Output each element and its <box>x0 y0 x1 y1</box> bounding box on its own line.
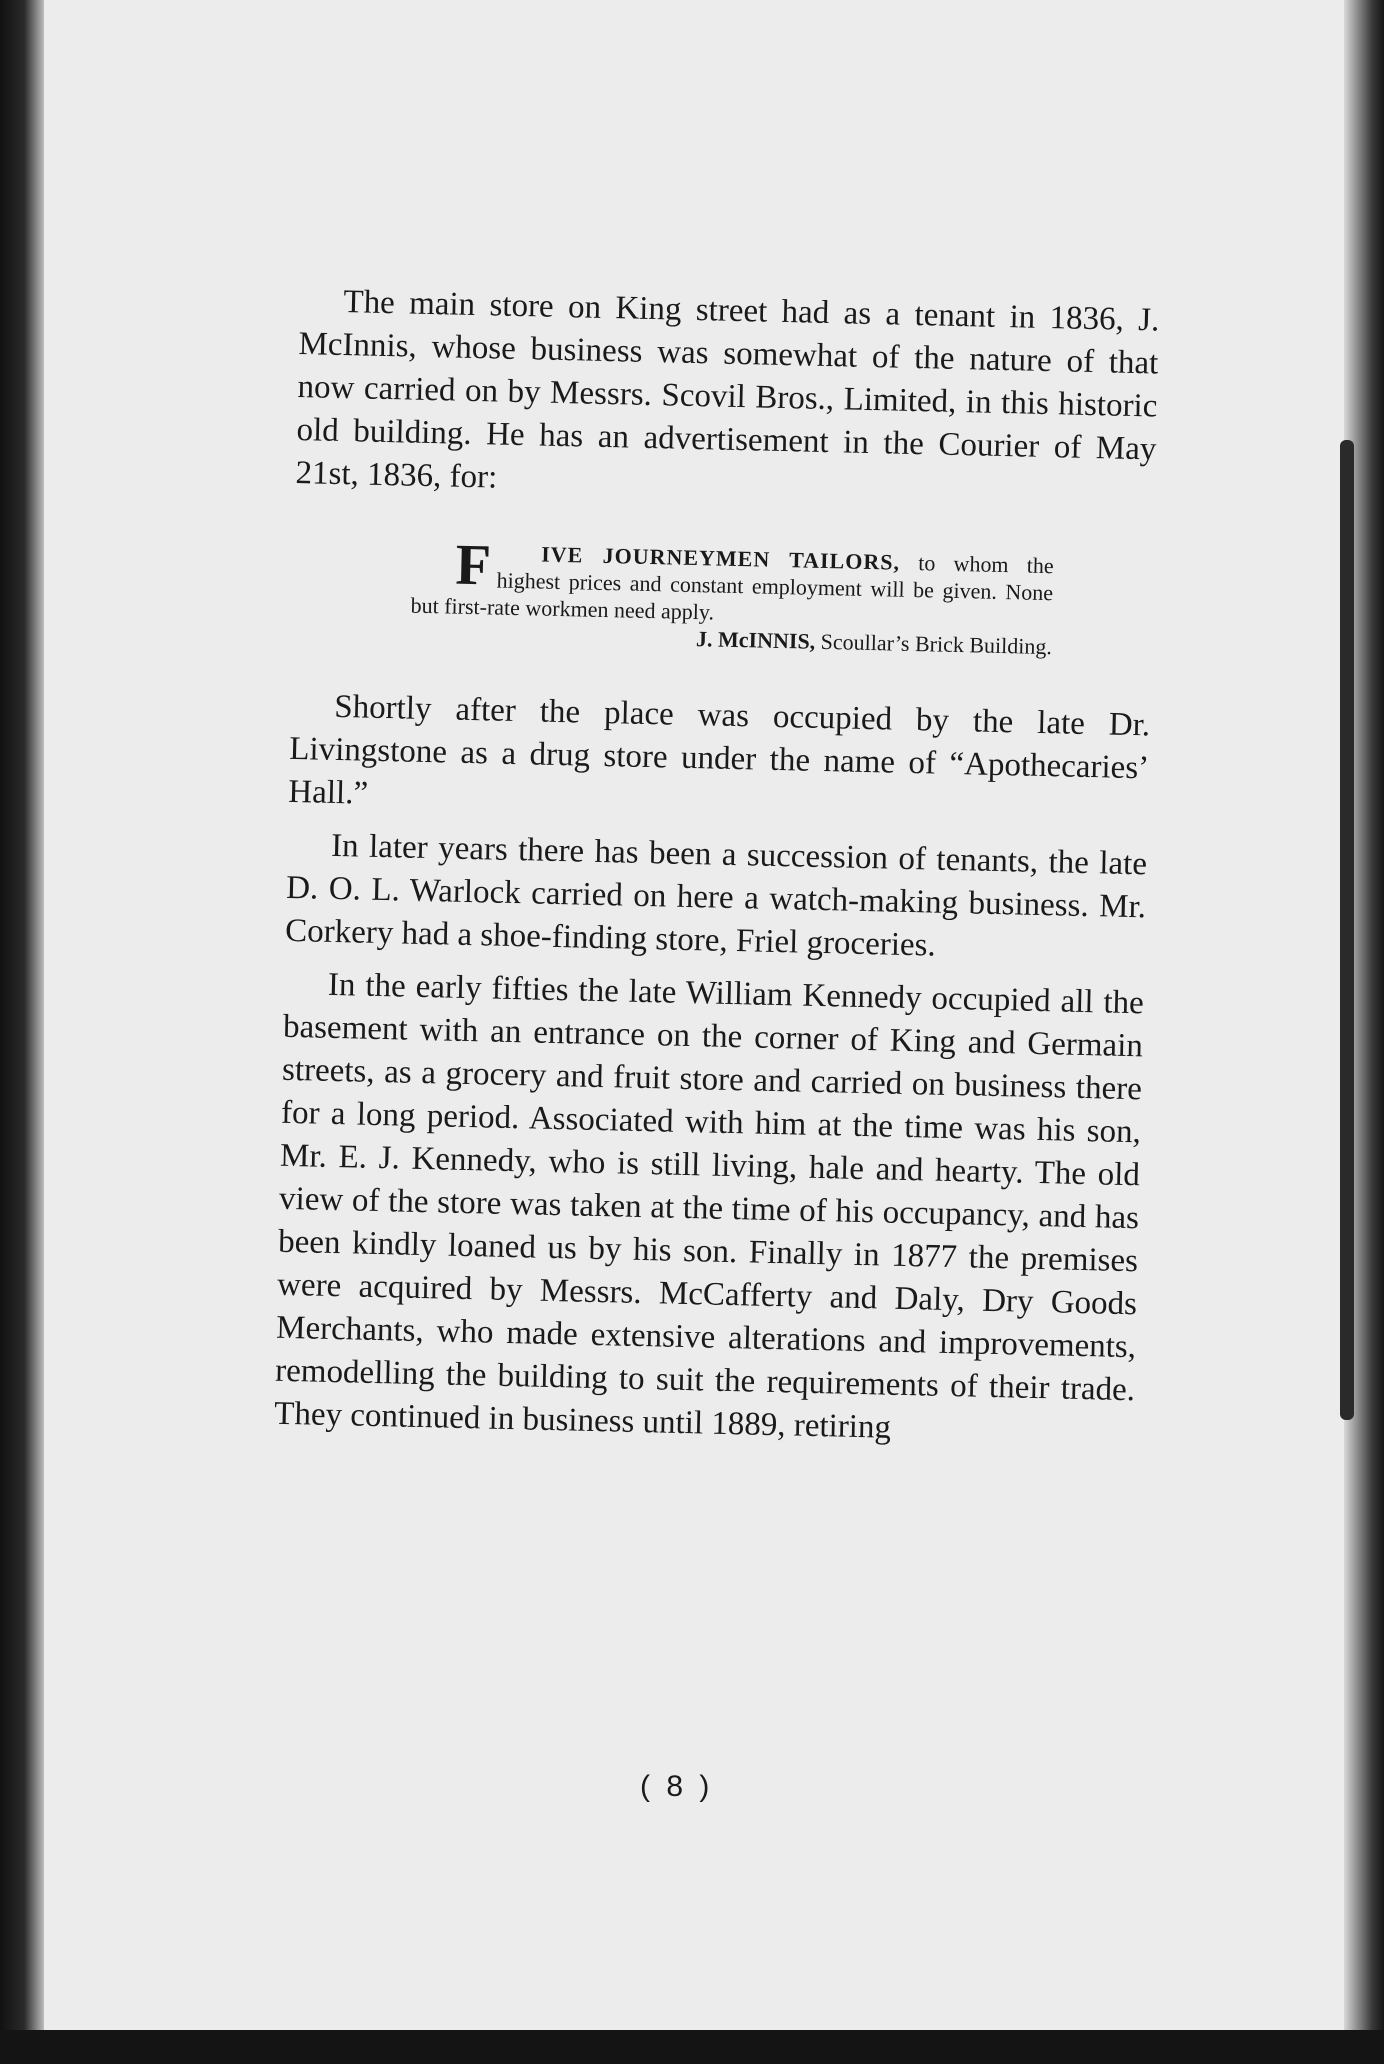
advertisement <box>410 531 1054 661</box>
advertisement-lead: IVE JOURNEYMEN TAILORS, <box>540 541 901 575</box>
advertisement-body <box>410 531 1054 634</box>
scan-bottom-edge <box>0 2030 1384 2064</box>
paragraph-king-street: The main store on King street had as a tenant in 1836, J. McInnis, whose business was somewhat of the nature of that now carried on by Messrs. Scovil Bros., Limited, in this historic old building. He has an advertisement in the Courier of May 21st, 1836, for: <box>295 283 1160 496</box>
paragraph-later-tenants: In later years there has been a succession of tenants, the late D. O. L. Warlock carried on here a watch-making business. Mr. Corkery had a shoe-finding store, Friel groceries. <box>284 827 1148 964</box>
paragraph-kennedy: In the early fifties the late William Kennedy occupied all the basement with an entrance on the corner of King and Germain streets, as a grocery and fruit store and carried on business there for a long period. Associated with him at the time was his son, Mr. E. J. Kennedy, who is still living, hale and hearty. The old view of the store was taken at the time of his occupancy, and has been kindly loaned us by his son. Finally in 1877 the premises were acquired by Messrs. McCafferty and Daly, Dry Goods Merchants, who made extensive alterations and improvements, remodelling the building to suit the requirements of their trade. They continued in business until 1889, retiring <box>273 966 1145 1446</box>
advertisement-text: to whom the highest prices and constant employment will be given. None but first-rate workmen need apply. <box>410 550 1054 625</box>
binding-edge <box>0 0 44 2064</box>
page-text <box>274 280 1160 1455</box>
page-edge-shadow <box>1340 440 1354 1420</box>
page-number: ( 8 ) <box>640 1770 714 1803</box>
advertisement-signature-place: Scoullar’s Brick Building. <box>820 628 1053 660</box>
paragraph-livingstone: Shortly after the place was occupied by the late Dr. Livingstone as a drug store under the name of “Apothecaries’ Hall.” <box>287 688 1151 812</box>
advertisement-drop-cap: F <box>454 531 492 598</box>
advertisement-signature-name: J. McINNIS, <box>695 626 816 654</box>
